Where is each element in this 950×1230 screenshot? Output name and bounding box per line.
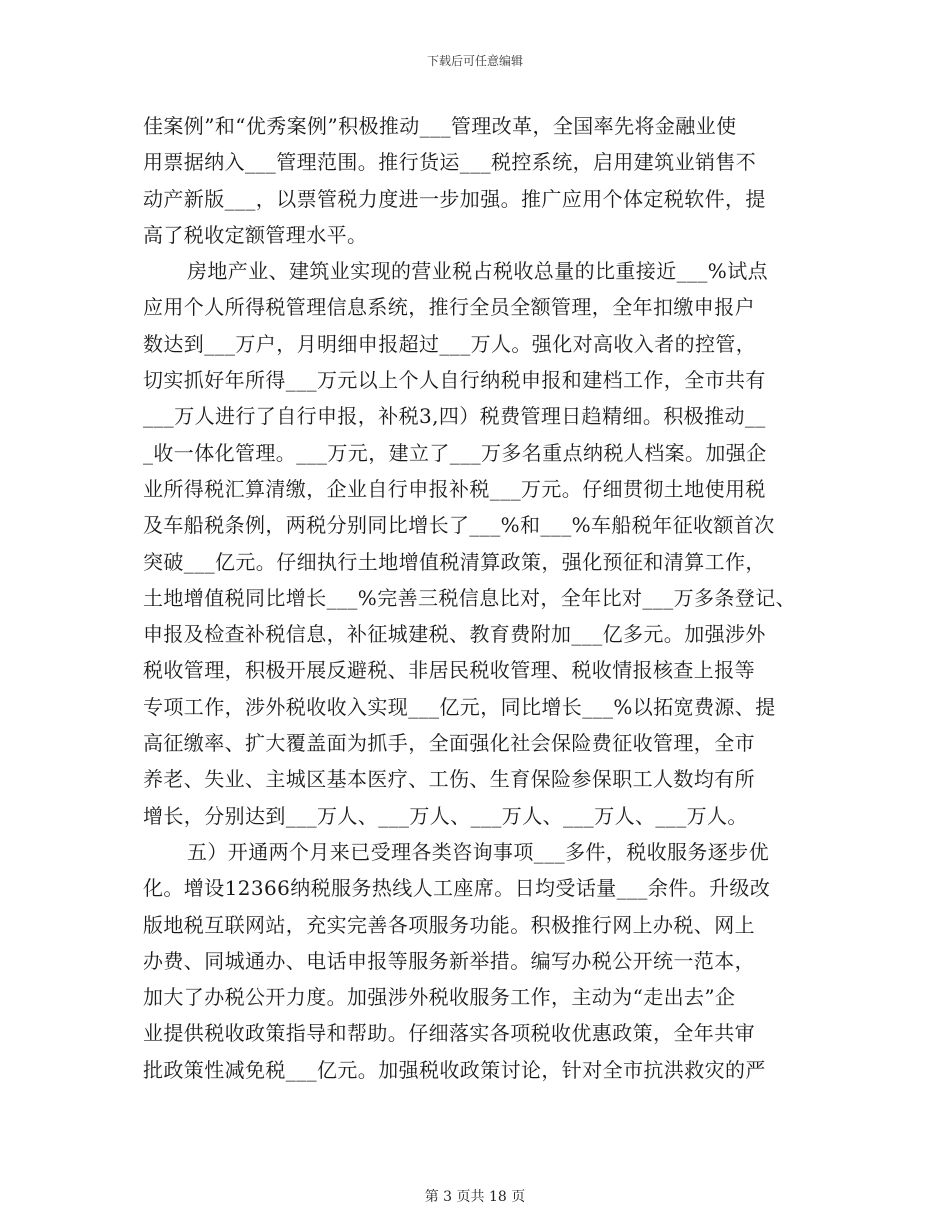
text-line: 养老、失业、主城区基本医疗、工伤、生育保险参保职工人数均有所 (143, 767, 755, 792)
text-line: 申报及检查补税信息，补征城建税、教育费附加___亿多元。加强涉外 (143, 622, 766, 647)
text-line: 业提供税收政策指导和帮助。仔细落实各项税收优惠政策，全年共审 (143, 1021, 755, 1046)
text-line: 高征缴率、扩大覆盖面为抓手，全面强化社会保险费征收管理，全市 (143, 731, 755, 756)
text-line: ___万人进行了自行申报，补税3,四）税费管理日趋精细。积极推动__ (143, 404, 766, 429)
text-line: 加大了办税公开力度。加强涉外税收服务工作，主动为“走出去”企 (143, 985, 736, 1010)
text-line: 佳案例”和“优秀案例”积极推动___管理改革，全国率先将金融业使 (143, 114, 737, 138)
text-line: 动产新版___，以票管税力度进一步加强。推广应用个体定税软件，提 (143, 186, 766, 211)
text-line: 房地产业、建筑业实现的营业税占税收总量的比重接近___%试点 (187, 259, 769, 284)
text-line: 化。增设12366纳税服务热线人工座席。日均受话量___余件。升级改 (143, 876, 771, 901)
page-footer: 第 3 页共 18 页 (424, 1189, 526, 1205)
text-line: 应用个人所得税管理信息系统，推行全员全额管理，全年扣缴申报户 (143, 295, 755, 320)
text-line: 批政策性减免税___亿元。加强税收政策讨论，针对全市抗洪救灾的严 (143, 1057, 766, 1082)
text-line: 高了税收定额管理水平。 (143, 222, 368, 247)
text-line: 及车船税条例，两税分别同比增长了___%和___%车船税年征收额首次 (143, 513, 775, 538)
text-line: 数达到___万户，月明细申报超过___万人。强化对高收入者的控管， (143, 331, 757, 356)
text-line: 版地税互联网站，充实完善各项服务功能。积极推行网上办税、网上 (143, 912, 755, 937)
text-line: 增长，分别达到___万人、___万人、___万人、___万人、___万人。 (143, 803, 748, 828)
page-header: 下载后可任意编辑 (426, 54, 523, 68)
text-line: 业所得税汇算清缴，企业自行申报补税___万元。仔细贯彻土地使用税 (143, 476, 766, 501)
document-body (143, 108, 813, 1088)
text-line: 土地增值税同比增长___%完善三税信息比对，全年比对___万多条登记、 (143, 585, 797, 610)
text-line: 税收管理，积极开展反避税、非居民税收管理、税收情报核查上报等 (143, 658, 755, 683)
text-line: 突破___亿元。仔细执行土地增值税清算政策，强化预征和清算工作， (143, 549, 766, 574)
text-line: 办费、同城通办、电话申报等服务新举措。编写办税公开统一范本， (143, 948, 755, 973)
text-line: 五）开通两个月来已受理各类咨询事项___多件，税收服务逐步优 (187, 839, 769, 864)
text-line: _收一体化管理。___万元，建立了___万多名重点纳税人档案。加强企 (143, 440, 767, 465)
text-line: 专项工作，涉外税收收入实现___亿元，同比增长___%以拓宽费源、提 (143, 694, 776, 719)
text-line: 用票据纳入___管理范围。推行货运___税控系统，启用建筑业销售不 (143, 150, 757, 175)
text-line: 切实抓好年所得___万元以上个人自行纳税申报和建档工作，全市共有 (143, 368, 766, 393)
